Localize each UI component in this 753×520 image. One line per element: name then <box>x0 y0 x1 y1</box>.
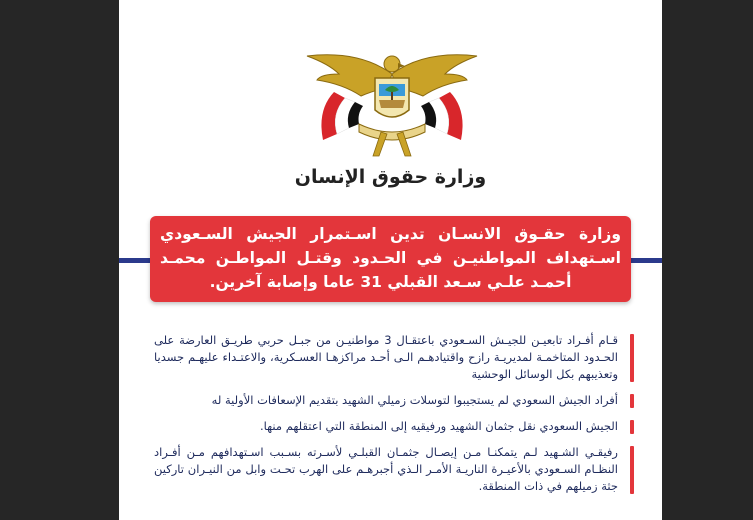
list-item <box>154 392 634 409</box>
statement-page <box>119 0 662 520</box>
bullet-bar <box>630 334 634 382</box>
bullet-bar <box>630 420 634 434</box>
point-text: قـام أفـراد تابعيـن للجيـش السـعودي باعتقـال 3 مواطنيـن من جبـل حربي طريـق العارضة على الحـدود المتاخمـة لمديريـة رازح واقتيادهـم الـى أحـد مراكزهـا العسـكرية، والاعتـداء عليهـم جسديا وتعذيبهم بكل الوسائل الوحشية <box>154 333 619 381</box>
headline-box <box>150 216 631 302</box>
headline-text: وزارة حقـوق الانسـان تدين اسـتمرار الجيش السـعودي اسـتهداف المواطنيـن في الحـدود وقتـل المواطـن محمـد أحمـد علـي سـعد القبلي 31 عاما وإصابة آخرين. <box>160 225 621 291</box>
statement-points-list <box>154 332 634 504</box>
list-item <box>154 418 634 435</box>
bullet-bar <box>630 446 634 494</box>
bullet-bar <box>630 394 634 408</box>
point-text: أفراد الجيش السعودي لم يستجيبوا لتوسلات زميلي الشهيد بتقديم الإسعافات الأولية له <box>211 393 618 407</box>
yemen-eagle-emblem-icon <box>299 44 485 162</box>
ministry-name: وزارة حقوق الإنسان <box>294 166 487 188</box>
point-text: رفيقـي الشـهيد لـم يتمكنـا مـن إيصـال جثمـان القبلـي لأسـرته بسـبب اسـتهدافهم مـن أفـراد النظـام السـعودي بالأعيـرة الناريـة الأمـر الـذي أجبرهـم على الهرب تحـت وابل من النيـران تاركين جثة زميلهم في ذات المنطقة. <box>154 445 618 493</box>
point-text: الجيش السعودي نقل جثمان الشهيد ورفيقيه إلى المنطقة التي اعتقلهم منها. <box>259 419 618 433</box>
list-item <box>154 444 634 495</box>
list-item <box>154 332 634 383</box>
